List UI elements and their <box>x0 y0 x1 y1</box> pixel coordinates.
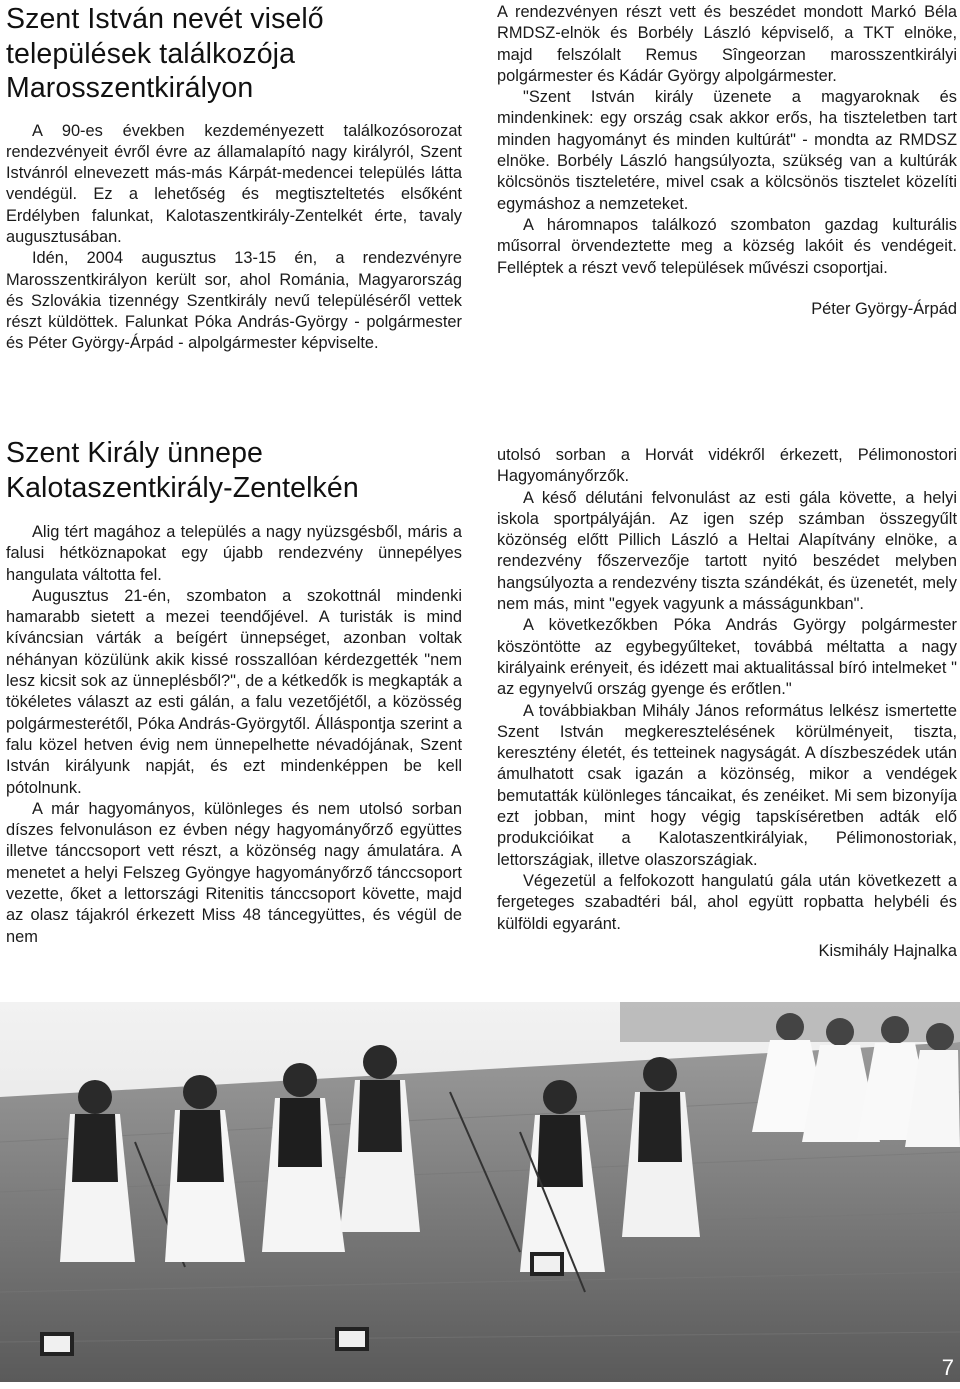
article1-author: Péter György-Árpád <box>811 299 957 318</box>
article2-author: Kismihály Hajnalka <box>818 941 957 960</box>
article1-paragraph-3: A rendezvényen részt vett és beszédet mondott Markó Béla RMDSZ-elnök és Borbély László képviselő, a TKT elnöke, majd felszólalt Remus Sîngeorzan marosszentkirályi polgármester és Kádár György alpolgármester. <box>497 3 957 85</box>
dancers-photo <box>0 1002 960 1382</box>
article2-paragraph-2: Augusztus 21-én, szombaton a szokottnál mindenki hamarabb sietett a mezei teendőjével. A turisták is mind kíváncsian várták a beígért ünnepséget, azonban voltak néhányan közülünk akik kissé rosszallóan kérdezgették "nem lesz kicsit sok az ünneplésből?", de a kétkedők is megkapták a tökéletes választ az esti gálán, a falu vezetőjétől, a közösség polgármesterétől, Póka András-Györgytől. Álláspontja szerint a falu közel hetven évig nem ünnepelhette névadójának, Szent István királyunk napját, és ezt mindenképpen be kell pótolnunk. <box>6 586 462 797</box>
article2-paragraph-3: A már hagyományos, különleges és nem utolsó sorban díszes felvonuláson ez évben négy hagyományőrző együttes illetve tánccsoport vett részt, a közönség nagy ámulatára. A menetet a helyi Felszeg Gyöngye hagyományőrző tánccsoport vezette, őket a lettországi Ritenitis tánccsoport követte, majd az olasz tájakról érkezett Miss 48 táncegyüttes, és végül de nem <box>6 799 462 946</box>
article2-paragraph-7: A továbbiakban Mihály János református lelkész ismertette Szent István megkeresztelésének körülményeit, tiszta, keresztény életét, és tetteinek nagyságát. A díszbeszédek után ámulhatott csak igazán a közönség, mikor a vendégek bemutatták különleges táncaikat, és zenéiket. Mi sem bizonyíja ezt jobban, mint hogy végig tapskíséretben adták elő produkcióikat a Kalotaszentkirályiak, Pélimonostoriak, lettországiak, illetve olaszországiak. <box>497 701 957 869</box>
article2-title: Szent Király ünnepe Kalotaszentkirály-Zentelkén <box>6 437 359 504</box>
article1-paragraph-5: A háromnapos találkozó szombaton gazdag kulturális műsorral örvendeztette meg a község lakóit és vendégeit. Felléptek a részt vevő települések művészi csoportjai. <box>497 215 957 277</box>
article2-left-column <box>6 436 462 948</box>
article2-paragraph-8: Végezetül a felfokozott hangulatú gála után következett a fergeteges szabadtéri bál, ahol együtt ropbatta helybéli és külföldi egyaránt. <box>497 871 957 933</box>
article1-paragraph-2: Idén, 2004 augusztus 13-15 én, a rendezvényre Marosszentkirályon került sor, ahol Románia, Magyarország és Szlovákia tizennégy Szentkirály nevű településéről vettek részt küldöttek. Falunkat Póka András-György - polgármester és Péter György-Árpád - alpolgármester képviselte. <box>6 249 462 353</box>
article1-right-column <box>497 2 957 320</box>
article2-paragraph-6: A következőkben Póka András György polgármester köszöntötte az egybegyűlteket, továbbá méltatta a nagy királyaink erényeit, és idézett mai aktualitással bíró intelmeket " az egynyelvű ország gyenge és erőtlen." <box>497 616 957 699</box>
article1-left-column <box>6 2 462 355</box>
article2-right-column <box>497 445 957 962</box>
article1-title: Szent István nevét viselő települések találkozója Marosszentkirályon <box>6 3 324 104</box>
dancers-photo-illustration <box>0 1002 960 1382</box>
page-number: 7 <box>941 1355 954 1380</box>
article2-paragraph-5: A késő délutáni felvonulást az esti gála követte, a helyi iskola sportpályáján. Az igen szép számban összegyűlt közönség előtt Pillich László a Heltai Alapítvány elnöke, a rendezvény főszervezője tartott nyitó beszédet melyben hangsúlyozta a rendezvény tiszta szándékát, és üzenetét, mely nem más, mint "egyek vagyunk a másságunkban". <box>497 488 957 614</box>
article2-paragraph-1: Alig tért magához a település a nagy nyüzsgésből, máris a falusi hétköznapokat egy újabb rendezvény ünnepélyes hangulata váltotta fel. <box>6 523 462 584</box>
article1-paragraph-4: "Szent István király üzenete a magyaroknak és mindenkinek: egy ország csak akkor erős, ha tiszteletben tart minden hagyományt és minden kultúrát" - mondta az RMDSZ elnöke. Borbély László hangsúlyozta, szükség van a kultúrák kölcsönös tiszteletére, mivel csak a kölcsönös tisztelet közelíti egymáshoz a nemzeteket. <box>497 88 957 213</box>
article1-paragraph-1: A 90-es években kezdeményezett találkozósorozat rendezvényeit évről évre az államalapító nagy királyról, Szent Istvánról elnevezett más-más Kárpát-medencei település látta vendégül. Ez a lehetőség és megtiszteltetés elsőként Erdélyben falunkat, Kalotaszentkirály-Zentelkét érte, tavaly augusztusában. <box>6 121 462 246</box>
article2-paragraph-4: utolsó sorban a Horvát vidékről érkezett, Pélimonostori Hagyományőrzők. <box>497 446 957 486</box>
